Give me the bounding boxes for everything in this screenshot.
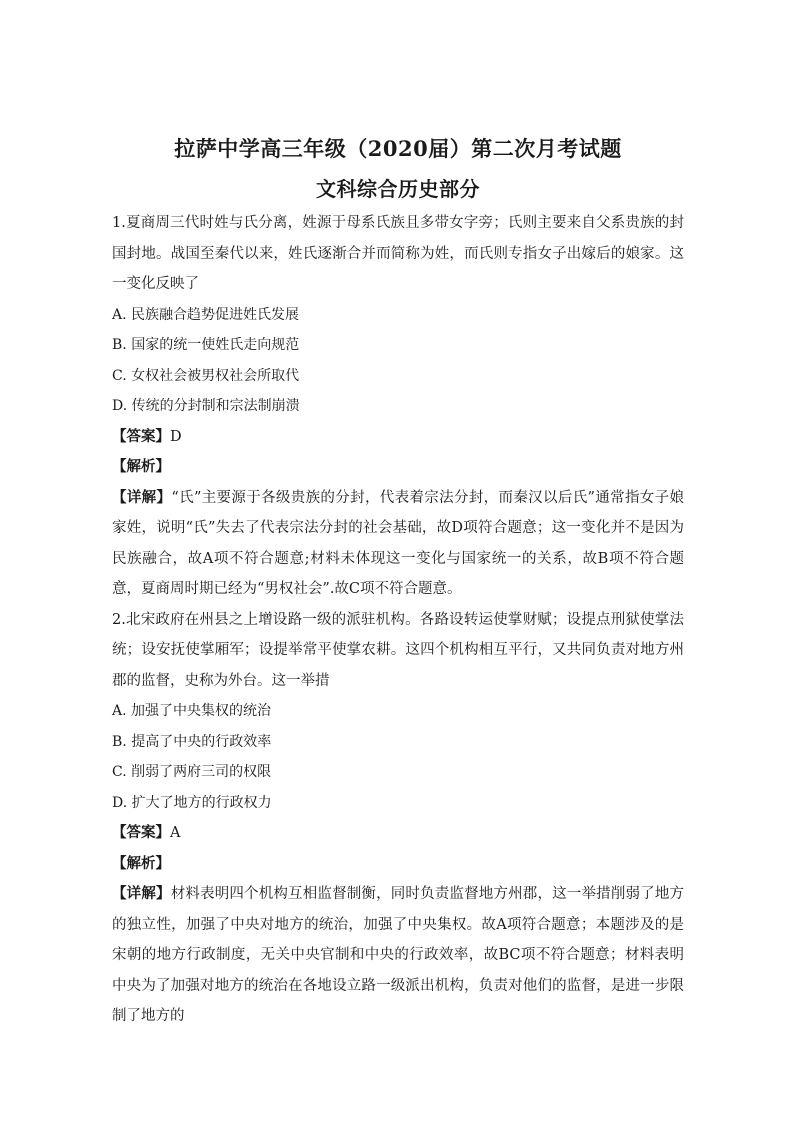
answer-line [112, 422, 684, 453]
option-d: D. 传统的分封制和宗法制崩溃 [112, 398, 300, 414]
question-stem: 2.北宋政府在州县之上增设路一级的派驻机构。各路设转运使掌财赋；设提点刑狱使掌法统；设安抚使掌厢军；设提举常平使掌农耕。这四个机构相互平行，又共同负责对地方州郡的监督，史称为外台。这一举措 [112, 611, 684, 689]
answer-label: 【答案】 [112, 427, 170, 445]
detail-text: 材料表明四个机构互相监督制衡，同时负责监督地方州郡，这一举措削弱了地方的独立性，加强了中央对地方的统治，加强了中央集权。故A项符合题意；本题涉及的是宋朝的地方行政制度，无关中央官制和中央的行政效率，故BC项不符合题意；材料表明中央为了加强对地方的统治在各地设立路一级派出机构，负责对他们的监督，是进一步限制了地方的 [112, 886, 685, 1024]
detail-label: 【详解】 [112, 488, 172, 506]
option-c: C. 女权社会被男权社会所取代 [112, 367, 300, 384]
detail-paragraph [112, 879, 684, 1032]
answer-value: A [170, 825, 181, 841]
option-c: C. 削弱了两府三司的权限 [112, 764, 272, 780]
detail-paragraph [112, 483, 684, 605]
question-2 [112, 605, 684, 1032]
answer-line [112, 818, 684, 849]
document-subtitle: 文科综合历史部分 [316, 177, 480, 201]
detail-text: “氏”主要源于各级贵族的分封，代表着宗法分封，而秦汉以后氏”通常指女子娘家姓，说明“氏”失去了代表宗法分封的社会基础，故D项符合题意；这一变化并不是因为民族融合，故A项不符合题意;材料未体现这一变化与国家统一的关系，故B项不符合题意，夏商周时期已经为“男权社会”.故C项不符合题意。 [112, 489, 684, 597]
answer-value: D [170, 428, 182, 445]
answer-label: 【答案】 [112, 824, 170, 841]
option-a: A. 加强了中央集权的统治 [112, 703, 272, 719]
option-d: D. 扩大了地方的行政权力 [112, 794, 272, 811]
option-b: B. 国家的统一使姓氏走向规范 [112, 337, 300, 353]
analysis-label: 【解析】 [112, 854, 170, 872]
option-b: B. 提高了中央的行政效率 [112, 733, 272, 750]
option-a: A. 民族融合趋势促进姓氏发展 [112, 306, 300, 323]
document-page [112, 128, 684, 1032]
analysis-label: 【解析】 [112, 458, 170, 475]
detail-label: 【详解】 [112, 885, 171, 902]
analysis-line [112, 452, 684, 483]
document-title: 拉萨中学高三年级（2020届）第二次月考试题 [174, 136, 622, 161]
question-stem: 1.夏商周三代时姓与氏分离，姓源于母系氏族且多带女字旁；氏则主要来自父系贵族的封国封地。战国至秦代以来，姓氏逐渐合并而简称为姓，而氏则专指女子出嫁后的娘家。这一变化反映了 [112, 215, 684, 292]
question-1 [112, 208, 684, 605]
analysis-line [112, 849, 684, 880]
